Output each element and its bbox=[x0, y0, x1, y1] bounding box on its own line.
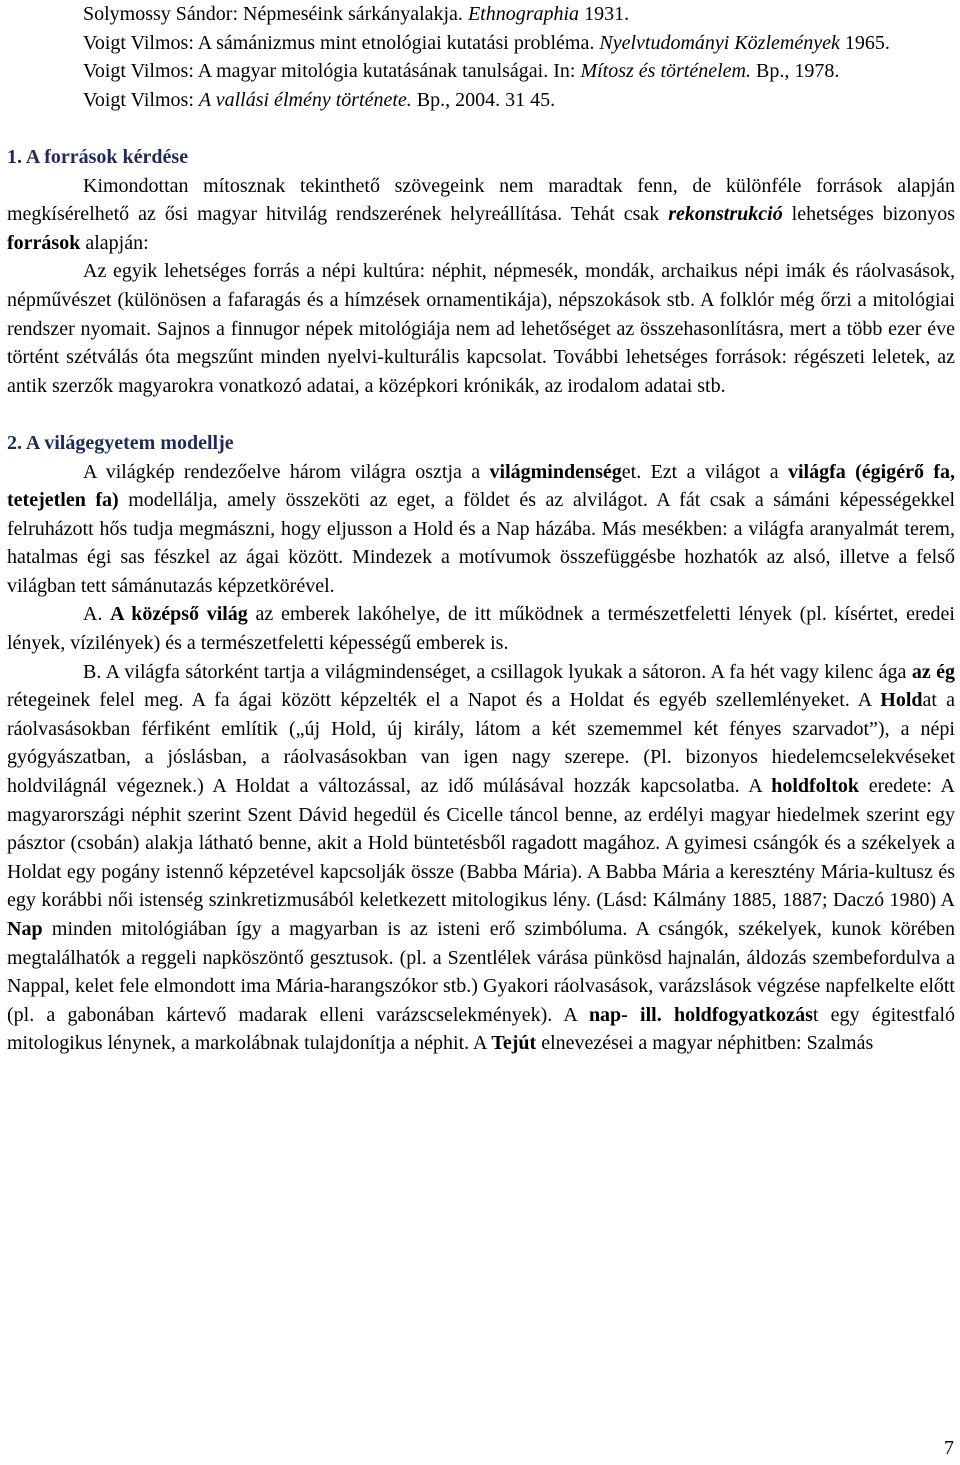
paragraph-middle-world: A. A középső világ az emberek lakóhelye, de itt működnek a természetfeletti lények (pl. kísértet, eredei lények, vízilények) és a természetfeletti képességű emberek is. bbox=[7, 603, 955, 655]
reference-list bbox=[7, 0, 955, 114]
spacer bbox=[7, 114, 955, 143]
spacer bbox=[7, 400, 955, 429]
section-heading-universe: 2. A világegyetem modellje bbox=[7, 431, 234, 454]
reference-item: Voigt Vilmos: A vallási élmény története. Bp., 2004. 31 45. bbox=[83, 88, 556, 111]
reference-item: Solymossy Sándor: Népmeséink sárkányalakja. Ethnographia 1931. bbox=[83, 3, 630, 25]
paragraph-sources-intro: Kimondottan mítosznak tekinthető szövegeink nem maradtak fenn, de különféle források alapján megkísérelhető az ősi magyar hitvilág rendszerének helyreállítása. Tehát csak rekonstrukció lehetséges bizonyos források alapján: bbox=[7, 174, 955, 254]
section-heading-sources: 1. A források kérdése bbox=[7, 145, 189, 168]
page-number: 7 bbox=[944, 1437, 954, 1459]
document-body bbox=[7, 0, 955, 1058]
paragraph-world-tree: A világkép rendezőelve három világra osztja a világmindenséget. Ezt a világot a világfa (égigérő fa, tetejetlen fa) modellálja, amely összeköti az eget, a földet és az alvilágot. A fát csak a sámáni képességekkel felruházott hős tudja megmászni, hogy eljusson a Hold és a Nap házába. Más mesékben: a világfa aranyalmát terem, hatalmas égi sas fészkel az ágai között. Mindezek a motívumok összefüggésbe hozhatók az alsó, illetve a felső világban tett sámánutazás képzetkörével. bbox=[7, 460, 955, 597]
paragraph-sources-list: Az egyik lehetséges forrás a népi kultúra: néphit, népmesék, mondák, archaikus népi imák és ráolvasások, népművészet (különösen a fafaragás és a hímzések ornamentikája), népszokások stb. A folklór még őrzi a mitológiai rendszer nyomait. Sajnos a finnugor népek mitológiája nem ad lehetőséget az összehasonlításra, mert a több ezer éve történt szétválás óta megszűnt minden nyelvi-kulturális kapcsolat. További lehetséges források: régészeti leletek, az antik szerzők magyarokra vonatkozó adatai, a középkori krónikák, az irodalom adatai stb. bbox=[7, 260, 955, 397]
reference-item: Voigt Vilmos: A sámánizmus mint etnológiai kutatási probléma. Nyelvtudományi Közlemények 1965. bbox=[83, 31, 890, 54]
paragraph-sky: B. A világfa sátorként tartja a világmindenséget, a csillagok lyukak a sátoron. A fa hét vagy kilenc ága az ég rétegeinek felel meg. A fa ágai között képzelték el a Napot és a Holdat és egyéb szellemlényeket. A Holdat a ráolvasásokban férfiként említik („új Hold, új király, látom a két szememmel két fényes szarvadot”), a népi gyógyászatban, a jóslásban, a ráolvasásokban van igen nagy szerepe. (Pl. bizonyos hiedelemcselekvéseket holdvilágnál végeznek.) A Holdat a változással, az idő múlásával hozzák kapcsolatba. A holdfoltok eredete: A magyarországi néphit szerint Szent Dávid hegedül és Cicelle táncol benne, az erdélyi magyar hiedelmek szerint egy pásztor (csobán) alakja látható benne, akit a Hold büntetésből ragadott magához. A gyimesi csángók és a székelyek a Holdat egy pogány istennő képzetével kapcsolják össze (Babba Mária). A Babba Mária a keresztény Mária-kultusz és egy korábbi női istenség szinkretizmusából keletkezett mitologikus lény. (Lásd: Kálmány 1885, 1887; Daczó 1980) A Nap minden mitológiában így a magyarban is az isteni erő szimbóluma. A csángók, székelyek, kunok körében megtalálhatók a reggeli napköszöntő gesztusok. (pl. a Szentlélek várása pünkösd hajnalán, áldozás szembefordulva a Nappal, kelet fele elmondott ima Mária-harangszókor stb.) Gyakori ráolvasások, varázslások végzése napfelkelte előtt (pl. a gabonában kártevő madarak elleni varázscselekmények). A nap- ill. holdfogyatkozást egy égitestfaló mitologikus lénynek, a markolábnak tulajdonítja a néphit. A Tejút elnevezései a magyar néphitben: Szalmás bbox=[7, 660, 956, 1055]
reference-item: Voigt Vilmos: A magyar mitológia kutatásának tanulságai. In: Mítosz és történelem. Bp., 1978. bbox=[83, 60, 840, 83]
